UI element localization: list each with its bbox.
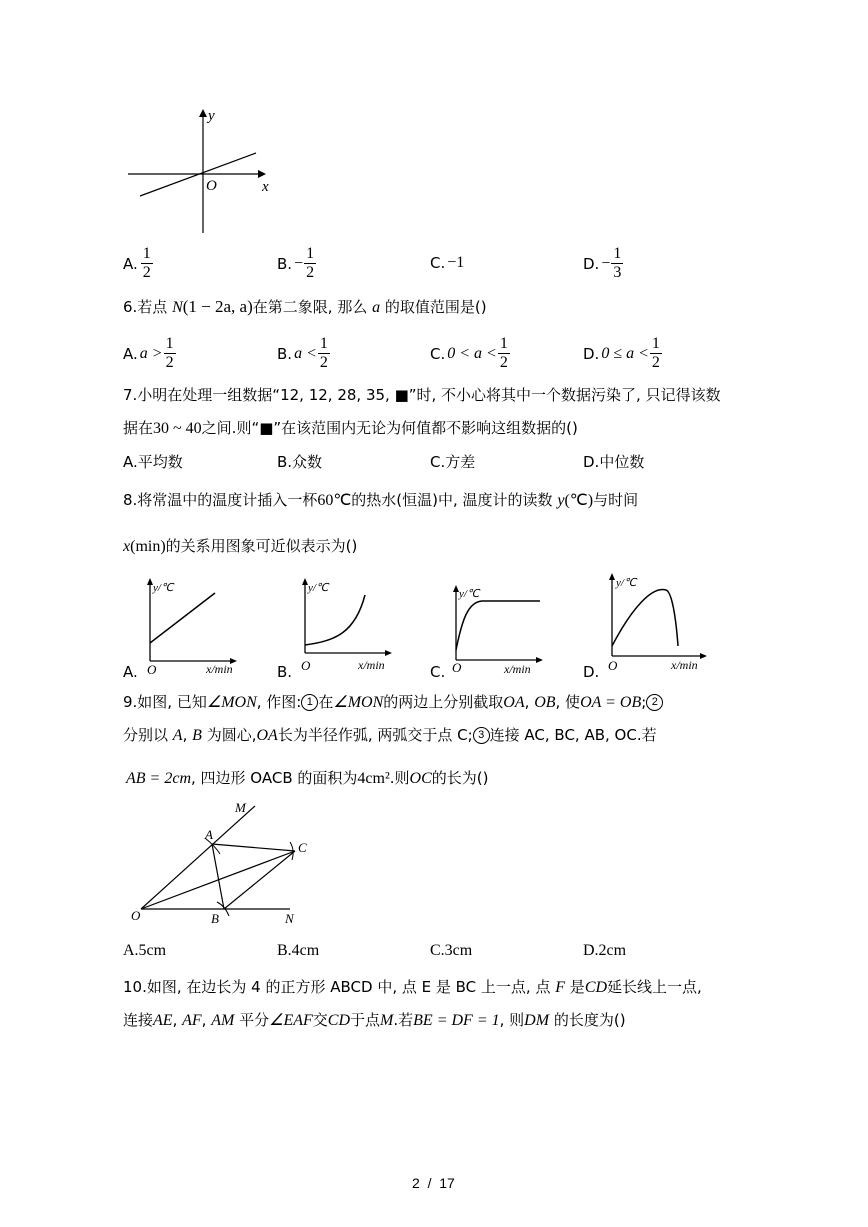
fraction: $\frac{1}{3}$ xyxy=(613,245,622,281)
q8-graph-b-origin: O xyxy=(301,658,311,673)
y-axis-label: y xyxy=(208,108,215,124)
q8-graph-b-x-label: x/min xyxy=(358,658,385,672)
label-n: N xyxy=(285,911,294,926)
origin-label: O xyxy=(206,178,217,194)
q10-line-1: 10.如图, 在边长为 4 的正方形 ABCD 中, 点 E 是 BC 上一点, 点 F 是CD延长线上一点, xyxy=(123,978,702,996)
graph-curve xyxy=(456,601,540,650)
q8-line-1: 8.将常温中的温度计插入一杯60℃的热水(恒温)中, 温度计的读数 y(℃)与时间 xyxy=(123,491,639,509)
q9-line-1: 9.如图, 已知∠MON, 作图: 1 在∠MON的两边上分别截取OA, OB, 使OA = OB; 2 xyxy=(123,692,663,713)
q9-figure xyxy=(125,798,325,933)
q5-option-a: A. $\frac{1}{2}$ xyxy=(123,245,151,281)
y-axis-label: y/℃ xyxy=(459,588,480,600)
q8-option-a-label: A. xyxy=(123,663,138,681)
graph-curve xyxy=(612,590,678,646)
q7-option-a: A.平均数 xyxy=(123,453,183,471)
q5-option-c: C. −1 xyxy=(430,254,465,272)
q9-option-a: A.5cm xyxy=(123,942,167,959)
q5-figure xyxy=(120,103,280,238)
y-axis-arrow xyxy=(199,109,207,117)
label-c: C xyxy=(298,840,307,855)
segment-ab xyxy=(212,844,224,909)
segment-oc xyxy=(141,851,295,909)
graph-curve xyxy=(150,593,215,643)
q6-option-c: C. 0 < a < $\frac{1}{2}$ xyxy=(430,335,508,371)
q9-option-c: C.3cm xyxy=(430,942,473,959)
q10-line-2: 连接AE, AF, AM 平分∠EAF交CD于点M.若BE = DF = 1, 则DM 的长度为() xyxy=(123,1011,626,1029)
q9-line-2: 分别以 A, B 为圆心,OA长为半径作弧, 两弧交于点 C; 3 连接 AC, BC, AB, OC.若 xyxy=(123,726,657,744)
x-axis-label: x xyxy=(262,179,269,195)
q8-option-d-label: D. xyxy=(583,663,600,681)
q8-graph-a xyxy=(140,573,240,673)
q9-option-d: D.2cm xyxy=(583,942,627,959)
q8-graph-c-x-label: x/min xyxy=(504,662,531,676)
q7-option-b: B.众数 xyxy=(277,453,323,471)
segment-bc xyxy=(224,851,295,909)
q5-option-d: D. − $\frac{1}{3}$ xyxy=(583,245,622,281)
q6-option-d: D. 0 ≤ a < $\frac{1}{2}$ xyxy=(583,335,660,371)
segment-ac xyxy=(212,844,295,851)
label-m: M xyxy=(235,800,246,815)
q8-graph-d xyxy=(602,568,712,668)
q8-graph-d-origin: O xyxy=(608,658,618,673)
label-b: B xyxy=(211,911,219,926)
fraction: $\frac{1}{2}$ xyxy=(142,245,151,281)
q8-graph-c-origin: O xyxy=(452,660,462,675)
q7-line-1: 7.小明在处理一组数据“12, 12, 28, 35, ■”时, 不小心将其中一个数据污染了, 只记得该数 xyxy=(123,386,721,404)
q6-option-b: B. a < $\frac{1}{2}$ xyxy=(277,335,328,371)
ray-om xyxy=(141,806,255,909)
label-a: A xyxy=(205,827,213,842)
q8-option-c-label: C. xyxy=(430,663,446,681)
q7-option-d: D.中位数 xyxy=(583,453,645,471)
q7-line-2: 据在30 ~ 40之间.则“■”在该范围内无论为何值都不影响这组数据的() xyxy=(123,419,578,437)
fraction: $\frac{1}{2}$ xyxy=(306,245,315,281)
y-axis-label: y/℃ xyxy=(308,582,329,594)
q8-graph-c xyxy=(448,580,548,670)
q8-graph-d-x-label: x/min xyxy=(671,658,698,672)
q9-option-b: B.4cm xyxy=(277,942,320,959)
q8-option-b-label: B. xyxy=(277,663,293,681)
q8-graph-a-x-label: x/min xyxy=(206,662,233,676)
q9-line-3: AB = 2cm, 四边形 OACB 的面积为4cm².则OC的长为() xyxy=(126,769,489,787)
q8-line-2: x(min)的关系用图象可近似表示为() xyxy=(123,537,358,555)
q5-option-b: B. − $\frac{1}{2}$ xyxy=(277,245,315,281)
y-axis-label: y/℃ xyxy=(153,582,174,594)
page-number: 2 / 17 xyxy=(412,1175,455,1191)
y-axis-label: y/℃ xyxy=(616,577,637,589)
label-o: O xyxy=(131,908,141,923)
q7-option-c: C.方差 xyxy=(430,453,476,471)
q8-graph-a-origin: O xyxy=(147,662,157,677)
q6-option-a: A. a > $\frac{1}{2}$ xyxy=(123,335,174,371)
graph-curve xyxy=(305,595,365,645)
x-axis-arrow xyxy=(258,170,266,178)
q6-stem: 6.若点 N(1 − 2a, a)在第二象限, 那么 a 的取值范围是() xyxy=(123,297,487,316)
